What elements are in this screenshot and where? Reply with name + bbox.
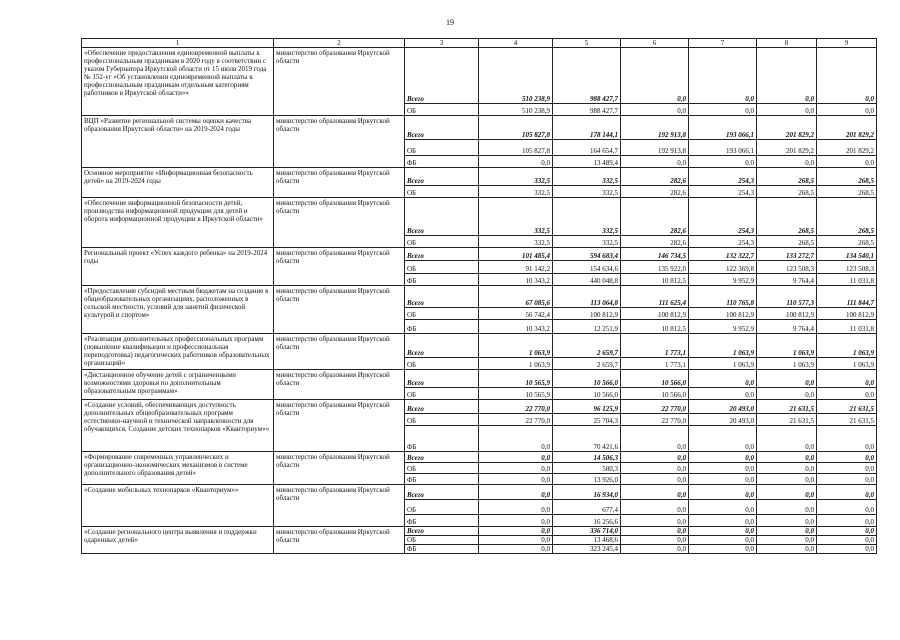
table-row <box>82 116 877 140</box>
amount-cell: 201 829,2 <box>817 140 877 156</box>
amount-cell: 1 773,1 <box>621 358 689 370</box>
amount-cell: 332,5 <box>553 186 621 198</box>
amount-cell: 110 577,3 <box>757 286 817 308</box>
funding-source: ФБ <box>405 320 479 334</box>
amount-cell: 56 742,4 <box>479 308 553 320</box>
amount-cell: 0,0 <box>757 485 817 500</box>
amount-cell: 594 683,4 <box>553 248 621 261</box>
funding-source: ОБ <box>405 308 479 320</box>
amount-cell: 988 427,7 <box>553 104 621 116</box>
amount-cell: 12 251,9 <box>553 320 621 334</box>
funding-source: Всего <box>405 452 479 463</box>
amount-cell: 0,0 <box>621 463 689 474</box>
amount-cell: 70 421,6 <box>553 426 621 452</box>
amount-cell: 21 631,5 <box>757 400 817 414</box>
amount-cell: 10 343,2 <box>479 274 553 286</box>
amount-cell: 0,0 <box>817 370 877 388</box>
funding-source: ФБ <box>405 545 479 554</box>
amount-cell: 192 913,8 <box>621 140 689 156</box>
amount-cell: 193 066,1 <box>689 116 757 140</box>
amount-cell: 0,0 <box>689 48 757 104</box>
table-row <box>82 198 877 236</box>
amount-cell: 0,0 <box>621 536 689 545</box>
activity-name: «Создание мобильных технопарков «Кванториум»» <box>82 485 274 527</box>
amount-cell: 0,0 <box>689 463 757 474</box>
activity-name: «Дистанционное обучение детей с ограниченными возможностями здоровья по дополнительным образовательным программам» <box>82 370 274 400</box>
amount-cell: 100 812,9 <box>689 308 757 320</box>
amount-cell: 332,5 <box>553 236 621 248</box>
amount-cell: 21 631,5 <box>817 400 877 414</box>
amount-cell: 146 734,5 <box>621 248 689 261</box>
amount-cell: 100 812,9 <box>817 308 877 320</box>
amount-cell: 254,3 <box>689 198 757 236</box>
table-row <box>82 286 877 308</box>
amount-cell: 0,0 <box>621 515 689 527</box>
amount-cell: 1 063,9 <box>689 334 757 358</box>
funding-source: Всего <box>405 370 479 388</box>
amount-cell: 10 343,2 <box>479 320 553 334</box>
amount-cell: 332,5 <box>479 236 553 248</box>
amount-cell: 21 631,5 <box>757 414 817 426</box>
amount-cell: 133 272,7 <box>757 248 817 261</box>
activity-name: «Обеспечение предоставления единовременной выплаты к профессиональным праздникам в 2020 году в соответствии с указом Губернатора Иркутской области от 15 июля 2019 года № 152-уг «Об установлении единовременной выплаты к профессиональным праздникам отдельным категориям работников в Иркутской области»» <box>82 48 274 116</box>
amount-cell: 332,5 <box>479 168 553 186</box>
amount-cell: 0,0 <box>817 156 877 168</box>
amount-cell: 988 427,7 <box>553 48 621 104</box>
amount-cell: 268,5 <box>757 236 817 248</box>
funding-source: ФБ <box>405 474 479 485</box>
amount-cell: 2 659,7 <box>553 358 621 370</box>
amount-cell: 332,5 <box>479 186 553 198</box>
amount-cell: 0,0 <box>757 426 817 452</box>
page-number: 19 <box>446 18 454 27</box>
amount-cell: 10 566,0 <box>553 388 621 400</box>
amount-cell: 201 829,2 <box>757 140 817 156</box>
funding-source: ОБ <box>405 261 479 274</box>
amount-cell: 100 812,9 <box>621 308 689 320</box>
amount-cell: 268,5 <box>757 198 817 236</box>
amount-cell: 1 773,1 <box>621 334 689 358</box>
amount-cell: 0,0 <box>689 515 757 527</box>
funding-source: ОБ <box>405 358 479 370</box>
funding-source: ФБ <box>405 515 479 527</box>
activity-name: «Предоставление субсидий местным бюджетам на создание в общеобразовательных организациях, расположенных в сельской местности, условий для занятий физической культурой и спортом» <box>82 286 274 334</box>
funding-source: Всего <box>405 334 479 358</box>
amount-cell: 10 812,5 <box>621 320 689 334</box>
amount-cell: 10 566,0 <box>553 370 621 388</box>
amount-cell: 9 952,9 <box>689 274 757 286</box>
activity-name: «Реализация дополнительных профессиональных программ (повышение квалификации и профессиональная переподготовка) педагогических работников образовательных организаций» <box>82 334 274 370</box>
amount-cell: 268,5 <box>757 186 817 198</box>
amount-cell: 13 468,6 <box>553 536 621 545</box>
amount-cell: 101 485,4 <box>479 248 553 261</box>
amount-cell: 154 634,6 <box>553 261 621 274</box>
amount-cell: 282,6 <box>621 186 689 198</box>
amount-cell: 0,0 <box>479 426 553 452</box>
amount-cell: 0,0 <box>817 515 877 527</box>
amount-cell: 580,3 <box>553 463 621 474</box>
table-row <box>82 452 877 463</box>
table-row <box>82 168 877 186</box>
amount-cell: 0,0 <box>621 104 689 116</box>
amount-cell: 0,0 <box>479 515 553 527</box>
amount-cell: 123 508,3 <box>757 261 817 274</box>
amount-cell: 0,0 <box>621 48 689 104</box>
activity-name: Региональный проект «Успех каждого ребенка» на 2019-2024 годы <box>82 248 274 286</box>
amount-cell: 0,0 <box>621 527 689 536</box>
responsible-executor: министерство образования Иркутской области <box>274 400 405 452</box>
amount-cell: 282,6 <box>621 198 689 236</box>
responsible-executor: министерство образования Иркутской области <box>274 168 405 198</box>
column-number: 1 <box>82 39 274 48</box>
amount-cell: 0,0 <box>757 536 817 545</box>
amount-cell: 96 125,9 <box>553 400 621 414</box>
amount-cell: 0,0 <box>757 452 817 463</box>
amount-cell: 13 489,4 <box>553 156 621 168</box>
responsible-executor: министерство образования Иркутской области <box>274 198 405 248</box>
amount-cell: 510 238,9 <box>479 104 553 116</box>
amount-cell: 0,0 <box>817 452 877 463</box>
funding-source: ОБ <box>405 500 479 515</box>
amount-cell: 0,0 <box>689 474 757 485</box>
amount-cell: 0,0 <box>757 156 817 168</box>
responsible-executor: министерство образования Иркутской области <box>274 286 405 334</box>
amount-cell: 0,0 <box>757 48 817 104</box>
amount-cell: 10 812,5 <box>621 274 689 286</box>
amount-cell: 10 565,9 <box>479 388 553 400</box>
amount-cell: 0,0 <box>689 536 757 545</box>
amount-cell: 113 064,8 <box>553 286 621 308</box>
amount-cell: 0,0 <box>621 545 689 554</box>
funding-source: ОБ <box>405 104 479 116</box>
funding-source: ОБ <box>405 463 479 474</box>
funding-source: ОБ <box>405 388 479 400</box>
table-body <box>82 39 877 554</box>
funding-source: ОБ <box>405 536 479 545</box>
amount-cell: 9 764,4 <box>757 274 817 286</box>
column-number: 6 <box>621 39 689 48</box>
amount-cell: 0,0 <box>689 452 757 463</box>
amount-cell: 0,0 <box>817 426 877 452</box>
amount-cell: 122 369,8 <box>689 261 757 274</box>
amount-cell: 0,0 <box>817 485 877 500</box>
amount-cell: 10 565,9 <box>479 370 553 388</box>
amount-cell: 0,0 <box>479 485 553 500</box>
amount-cell: 254,3 <box>689 168 757 186</box>
amount-cell: 0,0 <box>689 388 757 400</box>
amount-cell: 135 922,0 <box>621 261 689 274</box>
amount-cell: 268,5 <box>817 198 877 236</box>
amount-cell: 164 654,7 <box>553 140 621 156</box>
column-number: 4 <box>479 39 553 48</box>
column-number: 2 <box>274 39 405 48</box>
responsible-executor: министерство образования Иркутской области <box>274 48 405 116</box>
activity-name: «Обеспечение информационной безопасности детей, производства информационной продукции для детей и оборота информационной продукции в Иркутской области» <box>82 198 274 248</box>
funding-source: Всего <box>405 168 479 186</box>
amount-cell: 0,0 <box>757 527 817 536</box>
amount-cell: 1 063,9 <box>757 334 817 358</box>
amount-cell: 22 770,0 <box>479 414 553 426</box>
amount-cell: 282,6 <box>621 168 689 186</box>
amount-cell: 0,0 <box>817 536 877 545</box>
funding-source: ФБ <box>405 274 479 286</box>
amount-cell: 0,0 <box>757 370 817 388</box>
amount-cell: 100 812,9 <box>757 308 817 320</box>
amount-cell: 91 142,2 <box>479 261 553 274</box>
amount-cell: 16 256,6 <box>553 515 621 527</box>
amount-cell: 1 063,9 <box>817 358 877 370</box>
funding-source: Всего <box>405 527 479 536</box>
amount-cell: 268,5 <box>817 236 877 248</box>
amount-cell: 178 144,1 <box>553 116 621 140</box>
amount-cell: 9 952,9 <box>689 320 757 334</box>
amount-cell: 67 085,6 <box>479 286 553 308</box>
activity-name: «Формирование современных управленческих и организационно-экономических механизмов в системе дополнительного образования детей» <box>82 452 274 485</box>
amount-cell: 193 066,1 <box>689 140 757 156</box>
amount-cell: 22 770,0 <box>479 400 553 414</box>
amount-cell: 0,0 <box>817 500 877 515</box>
responsible-executor: министерство образования Иркутской области <box>274 485 405 527</box>
amount-cell: 0,0 <box>817 48 877 104</box>
amount-cell: 0,0 <box>757 388 817 400</box>
table-row <box>82 248 877 261</box>
amount-cell: 1 063,9 <box>479 358 553 370</box>
amount-cell: 2 659,7 <box>553 334 621 358</box>
funding-source: ФБ <box>405 426 479 452</box>
funding-source: Всего <box>405 116 479 140</box>
amount-cell: 323 245,4 <box>553 545 621 554</box>
amount-cell: 0,0 <box>689 485 757 500</box>
funding-source: Всего <box>405 48 479 104</box>
amount-cell: 0,0 <box>689 104 757 116</box>
amount-cell: 0,0 <box>757 474 817 485</box>
amount-cell: 10 566,0 <box>621 388 689 400</box>
amount-cell: 0,0 <box>621 474 689 485</box>
table-row <box>82 485 877 500</box>
funding-source: ОБ <box>405 414 479 426</box>
amount-cell: 1 063,9 <box>689 358 757 370</box>
amount-cell: 282,6 <box>621 236 689 248</box>
amount-cell: 0,0 <box>757 545 817 554</box>
amount-cell: 0,0 <box>817 388 877 400</box>
column-number: 9 <box>817 39 877 48</box>
table-row <box>82 527 877 536</box>
amount-cell: 0,0 <box>757 463 817 474</box>
responsible-executor: министерство образования Иркутской области <box>274 370 405 400</box>
amount-cell: 1 063,9 <box>817 334 877 358</box>
amount-cell: 0,0 <box>479 536 553 545</box>
amount-cell: 0,0 <box>479 452 553 463</box>
amount-cell: 0,0 <box>621 452 689 463</box>
funding-source: ФБ <box>405 156 479 168</box>
amount-cell: 105 827,8 <box>479 140 553 156</box>
amount-cell: 0,0 <box>757 104 817 116</box>
amount-cell: 134 540,1 <box>817 248 877 261</box>
activity-name: «Создание условий, обеспечивающих доступность дополнительных общеобразовательных программ естественно-научной и технической направленности для обучающихся. Создание детских технопарков «Кванториум»» <box>82 400 274 452</box>
amount-cell: 0,0 <box>479 527 553 536</box>
responsible-executor: министерство образования Иркутской области <box>274 334 405 370</box>
amount-cell: 0,0 <box>757 515 817 527</box>
responsible-executor: министерство образования Иркутской области <box>274 248 405 286</box>
amount-cell: 1 063,9 <box>757 358 817 370</box>
amount-cell: 336 714,0 <box>553 527 621 536</box>
amount-cell: 0,0 <box>621 500 689 515</box>
amount-cell: 268,5 <box>817 186 877 198</box>
amount-cell: 111 844,7 <box>817 286 877 308</box>
amount-cell: 332,5 <box>479 198 553 236</box>
amount-cell: 21 631,5 <box>817 414 877 426</box>
activity-name: ВЦП «Развитие региональной системы оценки качества образования Иркутской области» на 2019-2024 годы <box>82 116 274 168</box>
activity-name: Основное мероприятие «Информационная безопасность детей» на 2019-2024 годы <box>82 168 274 198</box>
amount-cell: 0,0 <box>757 500 817 515</box>
amount-cell: 0,0 <box>621 426 689 452</box>
amount-cell: 25 704,3 <box>553 414 621 426</box>
amount-cell: 0,0 <box>817 527 877 536</box>
funding-source: Всего <box>405 485 479 500</box>
amount-cell: 201 829,2 <box>817 116 877 140</box>
amount-cell: 0,0 <box>689 426 757 452</box>
amount-cell: 0,0 <box>479 156 553 168</box>
funding-source: ОБ <box>405 186 479 198</box>
column-number: 3 <box>405 39 479 48</box>
amount-cell: 268,5 <box>817 168 877 186</box>
amount-cell: 14 506,3 <box>553 452 621 463</box>
amount-cell: 22 770,0 <box>621 400 689 414</box>
amount-cell: 0,0 <box>689 527 757 536</box>
amount-cell: 254,3 <box>689 186 757 198</box>
amount-cell: 201 829,2 <box>757 116 817 140</box>
amount-cell: 0,0 <box>817 545 877 554</box>
amount-cell: 123 508,3 <box>817 261 877 274</box>
amount-cell: 0,0 <box>817 463 877 474</box>
amount-cell: 440 048,8 <box>553 274 621 286</box>
amount-cell: 254,3 <box>689 236 757 248</box>
amount-cell: 268,5 <box>757 168 817 186</box>
table-row <box>82 400 877 414</box>
table-row <box>82 370 877 388</box>
funding-source: ОБ <box>405 140 479 156</box>
table-row <box>82 48 877 104</box>
table-row <box>82 334 877 358</box>
funding-source: Всего <box>405 400 479 414</box>
amount-cell: 192 913,8 <box>621 116 689 140</box>
amount-cell: 0,0 <box>817 474 877 485</box>
funding-source: Всего <box>405 248 479 261</box>
amount-cell: 9 764,4 <box>757 320 817 334</box>
column-number-row <box>82 39 877 48</box>
responsible-executor: министерство образования Иркутской области <box>274 452 405 485</box>
amount-cell: 0,0 <box>479 474 553 485</box>
amount-cell: 0,0 <box>479 545 553 554</box>
amount-cell: 0,0 <box>689 370 757 388</box>
amount-cell: 20 493,0 <box>689 414 757 426</box>
amount-cell: 100 812,9 <box>553 308 621 320</box>
column-number: 5 <box>553 39 621 48</box>
column-number: 7 <box>689 39 757 48</box>
amount-cell: 10 566,0 <box>621 370 689 388</box>
responsible-executor: министерство образования Иркутской области <box>274 116 405 168</box>
amount-cell: 0,0 <box>817 104 877 116</box>
activity-name: «Создание регионального центра выявления и поддержки одаренных детей» <box>82 527 274 554</box>
amount-cell: 0,0 <box>621 156 689 168</box>
amount-cell: 110 765,8 <box>689 286 757 308</box>
amount-cell: 0,0 <box>689 156 757 168</box>
column-number: 8 <box>757 39 817 48</box>
amount-cell: 510 238,9 <box>479 48 553 104</box>
budget-table <box>81 38 877 554</box>
amount-cell: 332,5 <box>553 168 621 186</box>
amount-cell: 105 827,8 <box>479 116 553 140</box>
amount-cell: 22 770,0 <box>621 414 689 426</box>
amount-cell: 20 493,0 <box>689 400 757 414</box>
amount-cell: 111 625,4 <box>621 286 689 308</box>
amount-cell: 0,0 <box>689 500 757 515</box>
amount-cell: 0,0 <box>621 485 689 500</box>
amount-cell: 11 031,8 <box>817 274 877 286</box>
funding-source: ОБ <box>405 236 479 248</box>
amount-cell: 13 926,0 <box>553 474 621 485</box>
amount-cell: 677,4 <box>553 500 621 515</box>
amount-cell: 332,5 <box>553 198 621 236</box>
responsible-executor: министерство образования Иркутской области <box>274 527 405 554</box>
amount-cell: 16 934,0 <box>553 485 621 500</box>
amount-cell: 0,0 <box>479 500 553 515</box>
funding-source: Всего <box>405 286 479 308</box>
amount-cell: 0,0 <box>689 545 757 554</box>
amount-cell: 11 031,8 <box>817 320 877 334</box>
funding-source: Всего <box>405 198 479 236</box>
amount-cell: 132 322,7 <box>689 248 757 261</box>
amount-cell: 0,0 <box>479 463 553 474</box>
amount-cell: 1 063,9 <box>479 334 553 358</box>
